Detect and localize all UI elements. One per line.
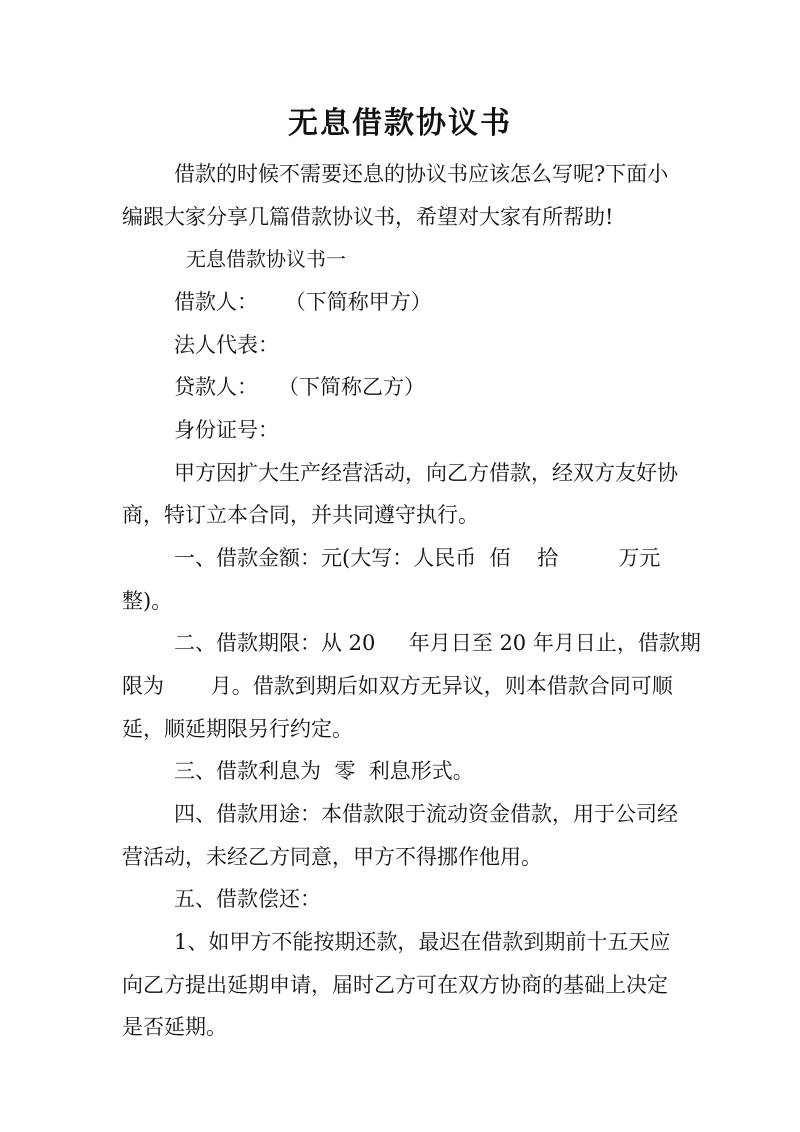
purpose-line-2: 商，特订立本合同，并共同遵守执行。: [122, 503, 479, 527]
legal-representative-field: 法人代表：: [174, 333, 279, 357]
clause-3: 三、借款利息为 零 利息形式。: [174, 759, 474, 783]
clause-5-1-line-2: 向乙方提出延期申请，届时乙方可在双方协商的基础上决定: [122, 973, 668, 997]
clause-2-line-2: 限为 月。借款到期后如双方无异议，则本借款合同可顺: [122, 674, 673, 698]
clause-1-line-2: 整)。: [122, 589, 173, 613]
agreement-subtitle: 无息借款协议书一: [186, 247, 346, 271]
borrower-field: 借款人： （下简称甲方）: [174, 290, 432, 314]
intro-line-2: 编跟大家分享几篇借款协议书，希望对大家有所帮助!: [122, 205, 614, 229]
clause-5-1-line-1: 1、如甲方不能按期还款，最迟在借款到期前十五天应: [174, 930, 671, 954]
id-number-field: 身份证号：: [174, 418, 279, 442]
intro-line-1: 借款的时候不需要还息的协议书应该怎么写呢?下面小: [174, 162, 669, 186]
clause-2-line-1: 二、借款期限：从 20 年月日至 20 年月日止，借款期: [174, 631, 701, 655]
clause-5-1-line-3: 是否延期。: [122, 1015, 227, 1039]
clause-4-line-2: 营活动，未经乙方同意，甲方不得挪作他用。: [122, 845, 542, 869]
document-title: 无息借款协议书: [288, 106, 512, 141]
clause-4-line-1: 四、借款用途：本借款限于流动资金借款，用于公司经: [174, 802, 678, 826]
lender-field: 贷款人： （下简称乙方）: [174, 375, 426, 399]
purpose-line-1: 甲方因扩大生产经营活动，向乙方借款，经双方友好协: [174, 461, 678, 485]
clause-5-heading: 五、借款偿还：: [174, 887, 321, 911]
clause-2-line-3: 延，顺延期限另行约定。: [122, 717, 353, 741]
clause-1-line-1: 一、借款金额：元(大写：人民币 佰 拾 万元: [174, 546, 661, 570]
